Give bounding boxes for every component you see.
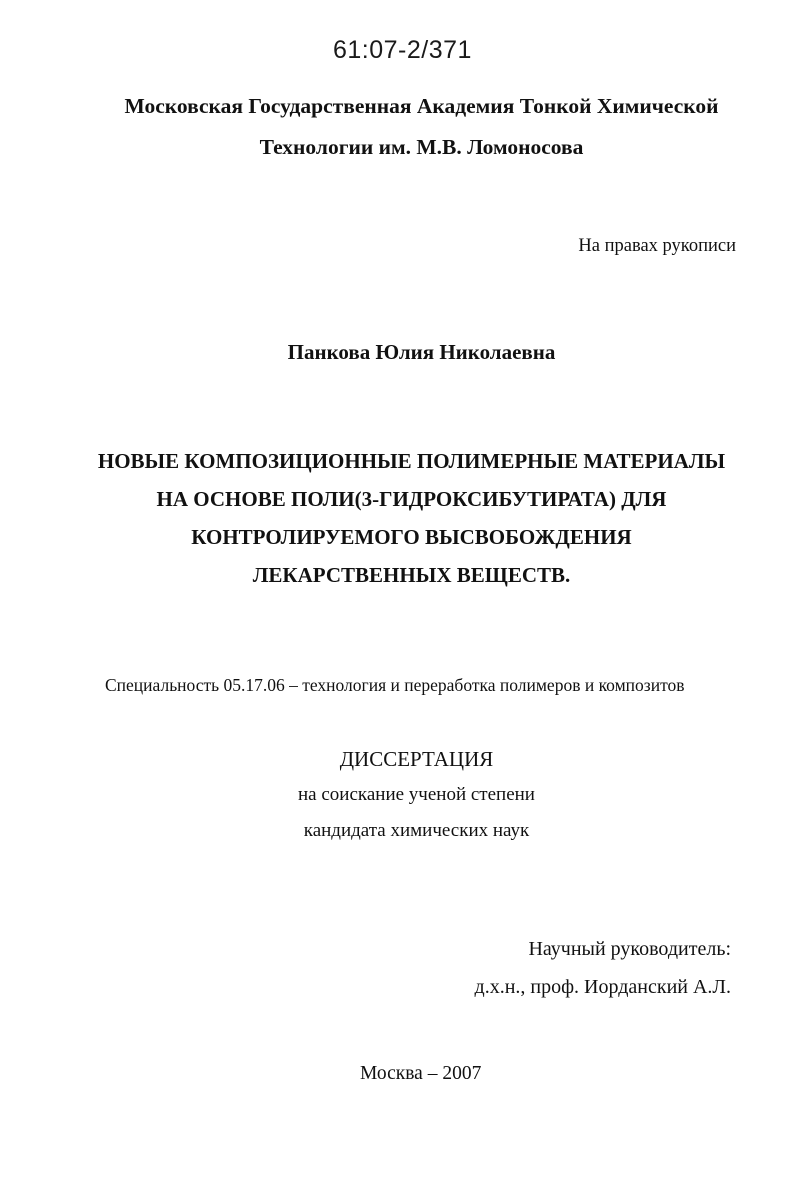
thesis-title-line-3: КОНТРОЛИРУЕМОГО ВЫСВОБОЖДЕНИЯ <box>191 525 632 549</box>
institution-line-2: Технологии им. М.В. Ломоносова <box>259 135 584 159</box>
archive-stamp: 61:07-2/371 <box>333 36 472 64</box>
thesis-title <box>0 442 793 594</box>
institution-name <box>0 86 793 168</box>
thesis-title-line-1: НОВЫЕ КОМПОЗИЦИОННЫЕ ПОЛИМЕРНЫЕ МАТЕРИАЛЫ <box>97 449 726 473</box>
author-name <box>0 340 793 365</box>
specialty-line: Специальность 05.17.06 – технология и переработка полимеров и композитов <box>105 675 685 695</box>
thesis-title-line-2: НА ОСНОВЕ ПОЛИ(3-ГИДРОКСИБУТИРАТА) ДЛЯ <box>156 487 667 511</box>
supervisor-name: д.х.н., проф. Иорданский А.Л. <box>474 976 731 998</box>
supervisor-label: Научный руководитель: <box>528 938 731 960</box>
document-type-heading: ДИССЕРТАЦИЯ <box>339 747 494 771</box>
city-and-year: Москва – 2007 <box>360 1063 482 1084</box>
institution-line-1: Московская Государственная Академия Тонкой Химической <box>124 94 719 118</box>
author-name-text: Панкова Юлия Николаевна <box>287 340 556 364</box>
supervisor-block <box>475 930 731 1006</box>
degree-line-2: кандидата химических наук <box>303 820 530 841</box>
document-type <box>0 741 793 849</box>
degree-line-1: на соискание ученой степени <box>298 784 535 805</box>
thesis-title-line-4: ЛЕКАРСТВЕННЫХ ВЕЩЕСТВ. <box>252 563 571 587</box>
manuscript-rights-note: На правах рукописи <box>578 236 736 256</box>
